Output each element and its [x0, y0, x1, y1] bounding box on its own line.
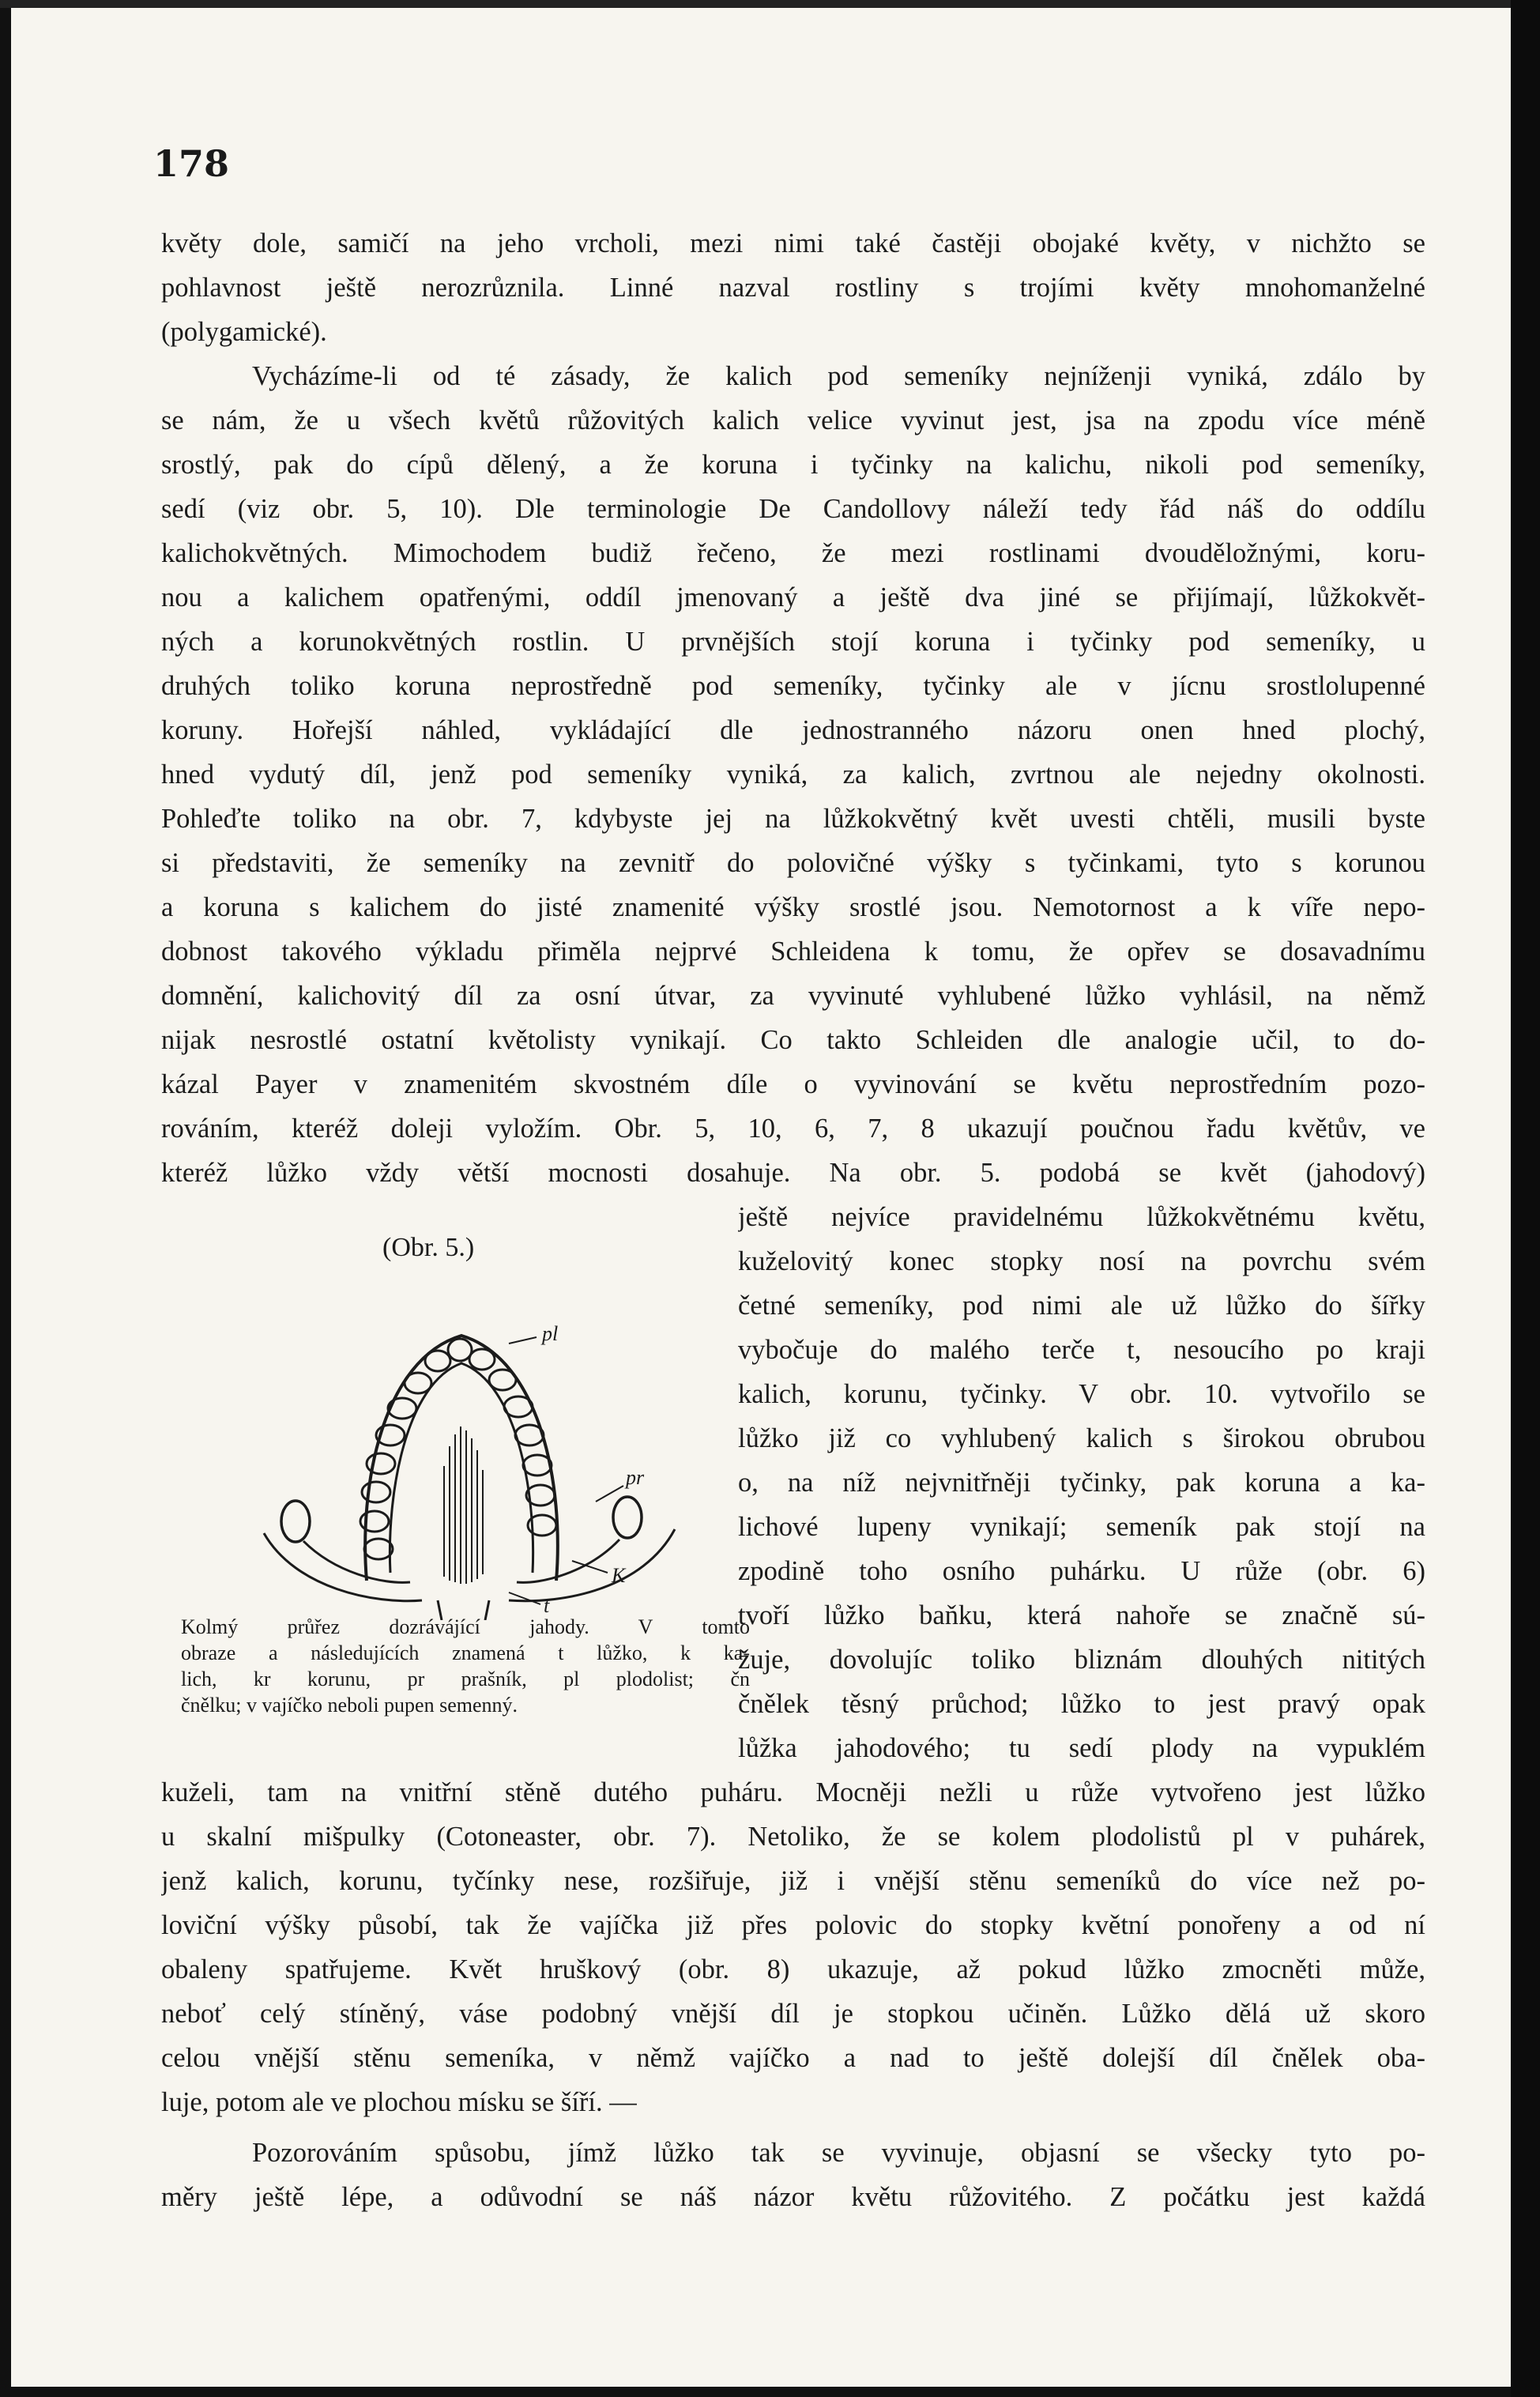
text-line: lůžka jahodového; tu sedí plody na vypuklém	[738, 1733, 1425, 1763]
text-line: Vycházíme-li od té zásady, že kalich pod semeníky nejníženji vyniká, zdálo by	[252, 361, 1425, 391]
scan-border-right	[1511, 0, 1540, 2397]
text-line: obaleny spatřujeme. Květ hruškový (obr. 8) ukazuje, až pokud lůžko zmocněti může,	[161, 1954, 1425, 1984]
caption-line: obraze a následujících znamená t lůžko, k ka-	[181, 1641, 750, 1664]
text-line: čnělek těsný průchod; lůžko to jest pravý opak	[738, 1689, 1425, 1719]
text-line: koruny. Hořejší náhled, vykládající dle jednostranného názoru onen hned plochý,	[161, 715, 1425, 745]
text-line: druhých toliko koruna neprostředně pod semeníky, tyčinky ale v jícnu srostlolupenné	[161, 671, 1425, 701]
figure-title: (Obr. 5.)	[382, 1233, 475, 1262]
text-line: o, na níž nejvnitřněji tyčinky, pak koruna a ka-	[738, 1468, 1425, 1498]
text-line: neboť celý stíněný, váse podobný vnější díl je stopkou učiněn. Lůžko dělá už skoro	[161, 1999, 1425, 2029]
text-top	[161, 221, 1425, 1195]
text-line: celou vnější stěnu semeníka, v němž vajíčko a nad to ještě dolejší díl čnělek oba-	[161, 2043, 1425, 2073]
text-line: srostlý, pak do cípů dělený, a že koruna i tyčinky na kalichu, nikoli pod semeníky,	[161, 450, 1425, 480]
text-line: si představiti, že semeníky na zevnitř do polovičné výšky s tyčinkami, tyto s korunou	[161, 848, 1425, 878]
text-line: hned vydutý díl, jenž pod semeníky vyniká, za kalich, zvrtnou ale nejedny okolnosti.	[161, 759, 1425, 790]
text-line: luje, potom ale ve plochou mísku se šíří. —	[161, 2087, 637, 2117]
text-line: kázal Payer v znamenitém skvostném díle o vyvinování se květu neprostředním pozo-	[161, 1069, 1425, 1099]
text-line: u skalní mišpulky (Cotoneaster, obr. 7). Netoliko, že se kolem plodolistů pl v puhárek,	[161, 1822, 1425, 1852]
strawberry-cross-section-figure	[248, 1288, 691, 1620]
text-line: se nám, že u všech květů růžovitých kalich velice vyvinut jest, jsa na zpodu více méně	[161, 405, 1425, 435]
label-k: K	[612, 1564, 626, 1587]
text-line: žuje, dovolujíc toliko bliznám dlouhých nititých	[738, 1645, 1425, 1675]
text-line: a koruna s kalichem do jisté znamenité výšky srostlé jsou. Nemotornost a k víře nepo-	[161, 892, 1425, 922]
text-line: lůžko již co vyhlubený kalich s širokou obrubou	[738, 1423, 1425, 1453]
text-line: nijak nesrostlé ostatní květolisty vynikají. Co takto Schleiden dle analogie učil, to do-	[161, 1025, 1425, 1055]
page-number: 178	[153, 142, 230, 185]
text-line: kuželovitý konec stopky nosí na povrchu svém	[738, 1246, 1425, 1276]
caption-line: čnělku; v vajíčko neboli pupen semenný.	[181, 1694, 518, 1717]
text-line: nou a kalichem opatřenými, oddíl jmenovaný a ještě dva jiné se přijímají, lůžkokvět-	[161, 582, 1425, 612]
label-pr: pr	[626, 1466, 645, 1489]
label-t: t	[544, 1594, 550, 1617]
text-right-column	[738, 1195, 1425, 1770]
text-line: ještě nejvíce pravidelnému lůžkokvětnému květu,	[738, 1202, 1425, 1232]
text-line: sedí (viz obr. 5, 10). Dle terminologie De Candollovy náleží tedy řád náš do oddílu	[161, 494, 1425, 524]
text-line: četné semeníky, pod nimi ale už lůžko do šířky	[738, 1291, 1425, 1321]
text-line: měry ještě lépe, a odůvodní se náš názor květu růžovitého. Z počátku jest každá	[161, 2182, 1425, 2212]
text-line: rováním, kteréž doleji vyložím. Obr. 5, 10, 6, 7, 8 ukazují poučnou řadu květův, ve	[161, 1114, 1425, 1144]
text-line: Pohleďte toliko na obr. 7, kdybyste jej na lůžkokvětný květ uvesti chtěli, musili byste	[161, 804, 1425, 834]
text-bottom	[161, 1770, 1425, 2219]
text-line: loviční výšky působí, tak že vajíčka již přes polovic do stopky květní ponořeny a od ní	[161, 1910, 1425, 1940]
text-line: Pozorováním spůsobu, jímž lůžko tak se vyvinuje, objasní se všecky tyto po-	[252, 2138, 1425, 2168]
text-line: pohlavnost ještě nerozrůznila. Linné nazval rostliny s trojími květy mnohomanželné	[161, 273, 1425, 303]
text-line: kalich, korunu, tyčinky. V obr. 10. vytvořilo se	[738, 1379, 1425, 1409]
text-line: lichové lupeny vynikají; semeník pak stojí na	[738, 1512, 1425, 1542]
text-line: zpodině toho osního puhárku. U růže (obr. 6)	[738, 1556, 1425, 1586]
book-page	[11, 8, 1511, 2387]
text-line: ných a korunokvětných rostlin. U prvnějších stojí koruna i tyčinky pod semeníky, u	[161, 627, 1425, 657]
text-line: květy dole, samičí na jeho vrcholi, mezi nimi také častěji obojaké květy, v nichžto se	[161, 228, 1425, 258]
scan-border-top	[0, 0, 1540, 8]
text-line: kalichokvětných. Mimochodem budiž řečeno, že mezi rostlinami dvouděložnými, koru-	[161, 538, 1425, 568]
text-line: jenž kalich, korunu, tyčínky nese, rozšiřuje, již i vnější stěnu semeníků do více než po-	[161, 1866, 1425, 1896]
text-line: dobnost takového výkladu přiměla nejprvé Schleidena k tomu, že opřev se dosavadnímu	[161, 937, 1425, 967]
text-line: kteréž lůžko vždy větší mocnosti dosahuje. Na obr. 5. podobá se květ (jahodový)	[161, 1158, 1425, 1188]
caption-line: lich, kr korunu, pr prašník, pl plodolist; čn	[181, 1668, 750, 1690]
label-pl: pl	[542, 1322, 559, 1345]
text-line: vybočuje do malého terče t, nesoucího po kraji	[738, 1335, 1425, 1365]
text-line: (polygamické).	[161, 317, 327, 347]
text-line: kuželi, tam na vnitřní stěně dutého puháru. Mocněji nežli u růže vytvořeno jest lůžko	[161, 1777, 1425, 1807]
caption-line: Kolmý průřez dozrávájící jahody. V tomto	[181, 1615, 750, 1638]
figure-caption	[181, 1614, 750, 1718]
text-line: tvoří lůžko baňku, která nahoře se značně sú-	[738, 1600, 1425, 1630]
text-line: domnění, kalichovitý díl za osní útvar, za vyvinuté vyhlubené lůžko vyhlásil, na němž	[161, 981, 1425, 1011]
